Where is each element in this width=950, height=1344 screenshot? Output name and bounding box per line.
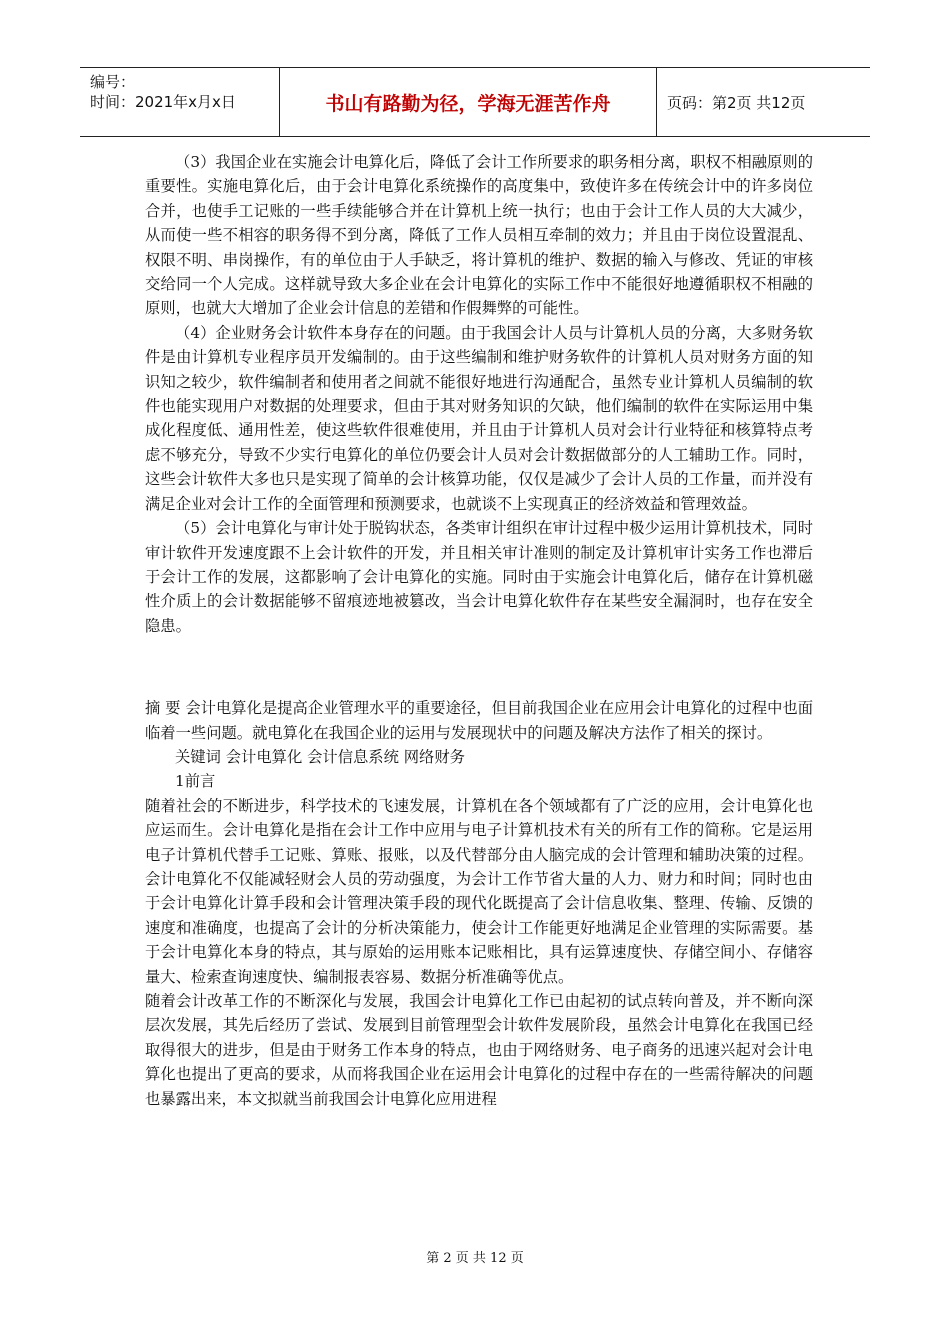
intro-paragraph-2: 随着会计改革工作的不断深化与发展，我国会计电算化工作已由起初的试点转向普及，并不断向深层次发展，其先后经历了尝试、发展到目前管理型会计软件发展阶段，虽然会计电算化在我国已经取得很大的进步，但是由于财务工作本身的特点，也由于网络财务、电子商务的迅速兴起对会计电算化也提出了更高的要求，从而将我国企业在运用会计电算化的过程中存在的一些需待解决的问题也暴露出来，本文拟就当前我国会计电算化应用进程 (145, 992, 813, 1108)
paragraph-3: （3）我国企业在实施会计电算化后，降低了会计工作所要求的职务相分离，职权不相融原则的重要性。实施电算化后，由于会计电算化系统操作的高度集中，致使许多在传统会计中的许多岗位合并，也使手工记账的一些手续能够合并在计算机上统一执行；也由于会计工作人员的大大减少，从而使一些不相容的职务得不到分离，降低了工作人员相互牵制的效力；并且由于岗位设置混乱、权限不明、串岗操作，有的单位由于人手缺乏，将计算机的维护、数据的输入与修改、凭证的审核交给同一个人完成。这样就导致大多企业在会计电算化的实际工作中不能很好地遵循职权不相融的原则，也就大大增加了企业会计信息的差错和作假舞弊的可能性。 (145, 153, 813, 318)
header-motto: 书山有路勤为径，学海无涯苦作舟 (280, 68, 657, 136)
document-body (145, 150, 813, 1111)
paragraph-5: （5）会计电算化与审计处于脱钩状态，各类审计组织在审计过程中极少运用计算机技术，同时审计软件开发速度跟不上会计软件的开发，并且相关审计准则的制定及计算机审计实务工作也滞后于会计工作的发展，这都影响了会计电算化的实施。同时由于实施会计电算化后，储存在计算机磁性介质上的会计数据能够不留痕迹地被篡改，当会计电算化软件存在某些安全漏洞时，也存在安全隐患。 (145, 519, 813, 635)
time-label: 时间：2021年x月x日 (90, 93, 236, 111)
abstract: 摘 要 会计电算化是提高企业管理水平的重要途径，但目前我国企业在应用会计电算化的过程中也面临着一些问题。就电算化在我国企业的运用与发展现状中的问题及解决方法作了相关的探讨。 (145, 699, 813, 742)
header-meta (80, 68, 280, 136)
header-page-info: 页码：第2页 共12页 (667, 93, 806, 112)
keywords: 关键词 会计电算化 会计信息系统 网络财务 (175, 747, 465, 766)
intro-paragraph-1: 随着社会的不断进步，科学技术的飞速发展，计算机在各个领域都有了广泛的应用，会计电算化也应运而生。会计电算化是指在会计工作中应用与电子计算机技术有关的所有工作的简称。它是运用电子计算机代替手工记账、算账、报账，以及代替部分由人脑完成的会计管理和辅助决策的过程。会计电算化不仅能减轻财会人员的劳动强度，为会计工作节省大量的人力、财力和时间；同时也由于会计电算化计算手段和会计管理决策手段的现代化既提高了会计信息收集、整理、传输、反馈的速度和准确度，也提高了会计的分析决策能力，使会计工作能更好地满足企业管理的实际需要。基于会计电算化本身的特点，其与原始的运用账本记账相比，具有运算速度快、存储空间小、存储容量大、检索查询速度快、编制报表容易、数据分析准确等优点。 (145, 796, 813, 986)
page-header (80, 67, 870, 137)
section-heading: 1前言 (175, 772, 216, 791)
spacer (145, 638, 813, 696)
number-label: 编号： (90, 73, 136, 91)
page-footer: 第 2 页 共 12 页 (426, 1251, 524, 1266)
paragraph-4: （4）企业财务会计软件本身存在的问题。由于我国会计人员与计算机人员的分离，大多财务软件是由计算机专业程序员开发编制的。由于这些编制和维护财务软件的计算机人员对财务方面的知识知之较少，软件编制者和使用者之间就不能很好地进行沟通配合，虽然专业计算机人员编制的软件也能实现用户对数据的处理要求，但由于其对财务知识的欠缺，他们编制的软件在实际运用中集成化程度低、通用性差，使这些软件很难使用，并且由于计算机人员对会计行业特征和核算特点考虑不够充分，导致不少实行电算化的单位仍要会计人员对会计数据做部分的人工辅助工作。同时，这些会计软件大多也只是实现了简单的会计核算功能，仅仅是减少了会计人员的工作量，而并没有满足企业对会计工作的全面管理和预测要求，也就谈不上实现真正的经济效益和管理效益。 (145, 323, 813, 513)
